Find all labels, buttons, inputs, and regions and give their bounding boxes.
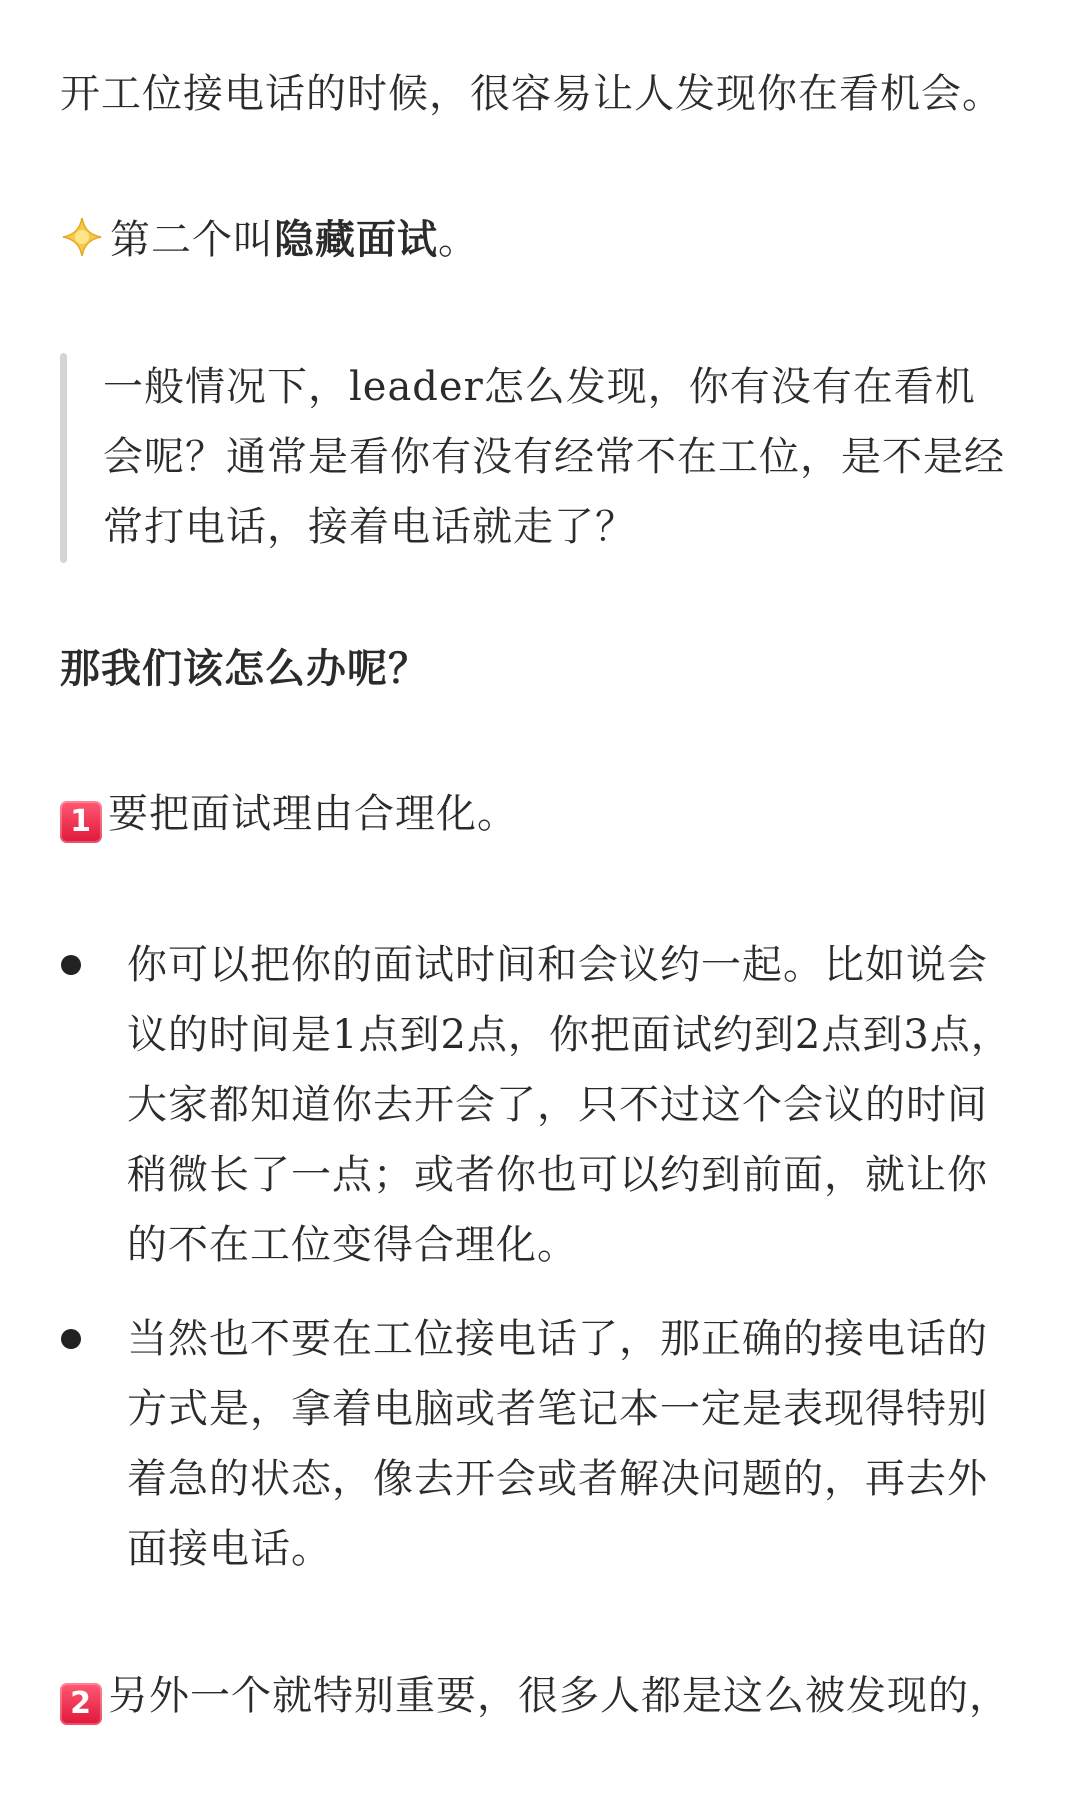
keycap-one-icon: 1 bbox=[60, 801, 102, 843]
list-item-line: 面接电话。 bbox=[127, 1526, 332, 1572]
point-two-heading bbox=[60, 1662, 1010, 1730]
keycap-two-icon: 2 bbox=[60, 1683, 102, 1725]
list-item-line: 议的时间是1点到2点，你把面试约到2点到3点， bbox=[127, 1012, 1012, 1058]
sparkle-star-icon bbox=[60, 212, 104, 256]
section-two-prefix: 第二个叫 bbox=[110, 217, 274, 263]
point-one-heading bbox=[60, 780, 518, 848]
list-item-line: 的不在工位变得合理化。 bbox=[127, 1222, 578, 1268]
blockquote-bar bbox=[60, 353, 67, 563]
list-item-line: 大家都知道你去开会了，只不过这个会议的时间 bbox=[127, 1082, 988, 1128]
intro-text: 开工位接电话的时候，很容易让人发现你在看机会。 bbox=[60, 71, 1003, 117]
list-item-line: 着急的状态，像去开会或者解决问题的，再去外 bbox=[127, 1456, 988, 1502]
section-two-suffix: 。 bbox=[438, 217, 479, 263]
list-item-line: 稍微长了一点；或者你也可以约到前面，就让你 bbox=[127, 1152, 988, 1198]
point-two-text: 另外一个就特别重要，很多人都是这么被发现的， bbox=[108, 1673, 1010, 1719]
quote-line: 常打电话，接着电话就走了？ bbox=[103, 504, 636, 550]
intro-line bbox=[60, 60, 1003, 128]
point-one-text: 要把面试理由合理化。 bbox=[108, 791, 518, 837]
quote-line: 会呢？通常是看你有没有经常不在工位，是不是经 bbox=[103, 434, 1005, 480]
list-item-line: 当然也不要在工位接电话了，那正确的接电话的 bbox=[127, 1316, 988, 1362]
question-heading: 那我们该怎么办呢？ bbox=[60, 645, 429, 692]
quote-line: 一般情况下，leader怎么发现，你有没有在看机 bbox=[103, 364, 976, 410]
bullet-dot-icon bbox=[61, 1329, 81, 1349]
section-two-bold: 隐藏面试 bbox=[274, 216, 438, 263]
section-two-heading bbox=[60, 206, 479, 274]
bullet-dot-icon bbox=[61, 955, 81, 975]
list-item-line: 方式是，拿着电脑或者笔记本一定是表现得特别 bbox=[127, 1386, 988, 1432]
list-item-line: 你可以把你的面试时间和会议约一起。比如说会 bbox=[127, 942, 988, 988]
